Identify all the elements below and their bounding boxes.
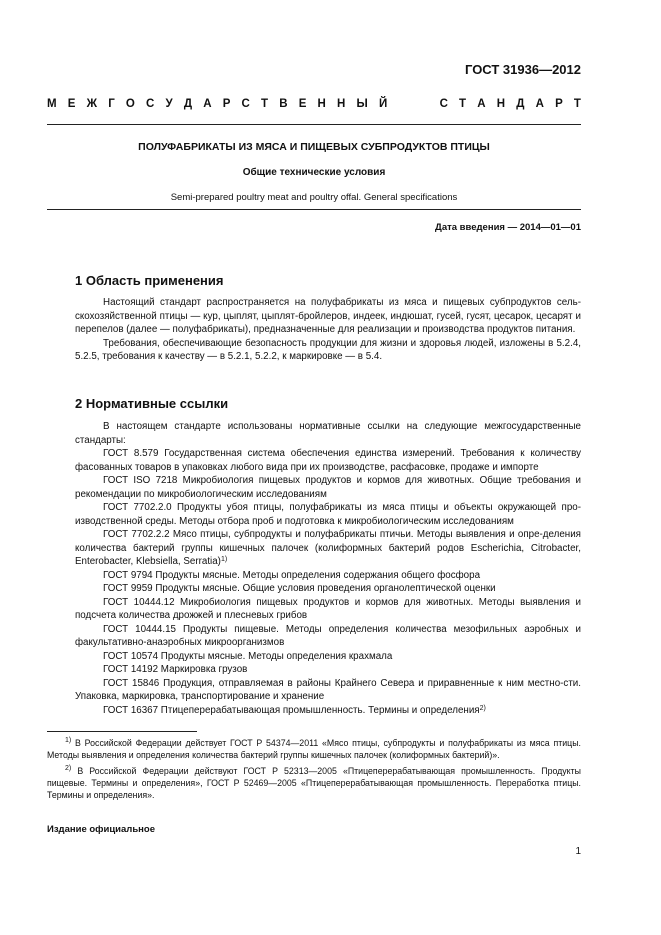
normative-reference-item — [75, 596, 581, 623]
standard-type-letter: Д — [516, 98, 525, 110]
standard-type-letter: У — [165, 98, 173, 110]
footnote-item — [47, 765, 581, 801]
section-2-body — [75, 420, 581, 717]
normative-reference-text: ГОСТ 7702.2.0 Продукты убоя птицы, полуфабрикаты из мяса птицы и объекты окружающей про-изводственной среды. Методы отбора проб и подготовка к микробиологическим исследованиям — [75, 502, 581, 527]
document-title: ПОЛУФАБРИКАТЫ ИЗ МЯСА И ПИЩЕВЫХ СУБПРОДУКТОВ ПТИЦЫ — [138, 141, 490, 153]
standard-type-letter: А — [477, 98, 486, 110]
standard-type-letter: С — [241, 98, 250, 110]
standard-type-letter: В — [279, 98, 288, 110]
normative-reference-text: ГОСТ 14192 Маркировка грузов — [103, 664, 248, 675]
footnote-text: В Российской Федерации действуют ГОСТ Р 52313—2005 «Птицеперерабатывающая промышленность. Продукты пищевые. Термины и определения», ГОСТ Р 52469—2005 «Птицеперерабатывающая промышленность. Переработка птицы. Термины и определения». — [47, 766, 581, 800]
standard-type-letter: Г — [108, 98, 115, 110]
standard-type-letter: Н — [496, 98, 506, 110]
section-1-paragraph-2-text: Требования, обеспечивающие безопасность продукции для жизни и здоровья людей, изложены в 5.2.4, 5.2.5, требования к качеству — в 5.2.1, 5.2.2, к маркировке — в 5.4. — [75, 337, 581, 362]
footnote-marker: 1) — [220, 556, 228, 563]
standard-type-gap — [398, 98, 428, 110]
section-1-paragraph-1 — [75, 296, 581, 337]
normative-reference-text: ГОСТ 16367 Птицеперерабатывающая промышленность. Термины и определения — [103, 704, 480, 716]
document-title-english: Semi-prepared poultry meat and poultry offal. General specifications — [170, 192, 458, 203]
normative-references-list — [75, 447, 581, 717]
normative-reference-item — [75, 677, 581, 704]
standard-type-letter: А — [535, 98, 544, 110]
normative-reference-text: ГОСТ 7702.2.2 Мясо птицы, субпродукты и полуфабрикаты птичьи. Методы выявления и опре-деления количества бактерий группы кишечных палочек (колиформных бактерий родов Escherichia, Citrobacter, Enterobacter, Klebsiella, Serratia) — [75, 529, 581, 567]
section-1-body — [75, 296, 581, 364]
normative-reference-item — [75, 663, 581, 677]
standard-type-letter: Ж — [86, 98, 98, 110]
section-1-heading: 1 Область применения — [75, 273, 224, 288]
normative-reference-item — [75, 623, 581, 650]
footnote-item — [47, 737, 581, 761]
standard-type-letter: Е — [67, 98, 76, 110]
normative-reference-item — [75, 582, 581, 596]
section-1-paragraph-2 — [75, 337, 581, 364]
standard-type-letter: С — [146, 98, 155, 110]
page-number: 1 — [575, 846, 581, 857]
title-divider — [47, 209, 581, 210]
standard-type-letter: Д — [183, 98, 193, 110]
publication-note: Издание официальное — [47, 824, 155, 835]
standard-type-letter: Т — [459, 98, 467, 110]
normative-reference-text: ГОСТ 9959 Продукты мясные. Общие условия проведения органолептической оценки — [103, 583, 496, 594]
standard-type-letter: Е — [298, 98, 307, 110]
standard-type-letter: Р — [555, 98, 563, 110]
standard-type-letter: М — [47, 98, 57, 110]
standard-type-letter: С — [439, 98, 448, 110]
standard-type-letter: Р — [222, 98, 231, 110]
footnotes — [47, 737, 581, 805]
normative-reference-item — [75, 501, 581, 528]
gost-number: ГОСТ 31936—2012 — [465, 62, 581, 77]
normative-reference-text: ГОСТ 8.579 Государственная система обеспечения единства измерений. Требования к количеству фасованных товаров в упаковках любого вида при их производстве, расфасовке, продаже и импорте — [75, 448, 581, 473]
normative-reference-item — [75, 650, 581, 664]
standard-type-letter: О — [125, 98, 135, 110]
section-2-intro: В настоящем стандарте использованы нормативные ссылки на следующие межгосударственные стандарты: — [75, 421, 581, 446]
normative-reference-item — [75, 704, 581, 718]
header-divider — [47, 124, 581, 125]
footnote-marker: 2) — [65, 765, 72, 772]
normative-reference-item — [75, 474, 581, 501]
normative-reference-text: ГОСТ 15846 Продукция, отправляемая в районы Крайнего Севера и приравненные к ним местно-сти. Упаковка, маркировка, транспортирование и хранение — [75, 677, 581, 702]
standard-type-heading — [47, 98, 581, 110]
standard-type-letter: Т — [261, 98, 269, 110]
normative-reference-item — [75, 569, 581, 583]
standard-type-letter: Ы — [356, 98, 368, 110]
section-1-paragraph-1-text: Настоящий стандарт распространяется на полуфабрикаты из мяса и пищевых субпродуктов сель-скохозяйственной птицы — кур, цыплят, цыплят-бройлеров, индеек, индюшат, гусей, гусят, цесарок, цесарят и перепелов (далее — полуфабрикаты), предназначенные для реализации и производства продуктов питания. — [75, 297, 581, 335]
footnote-divider — [47, 731, 197, 732]
normative-reference-item — [75, 528, 581, 569]
standard-type-letter: А — [203, 98, 212, 110]
introduction-date: Дата введения — 2014—01—01 — [435, 222, 581, 233]
normative-reference-text: ГОСТ 10444.15 Продукты пищевые. Методы определения количества мезофильных аэробных и факультативно-анаэробных микроорганизмов — [75, 623, 581, 648]
standard-type-letter: Т — [573, 98, 581, 110]
normative-reference-text: ГОСТ 9794 Продукты мясные. Методы определения содержания общего фосфора — [103, 569, 481, 581]
section-2-heading: 2 Нормативные ссылки — [75, 396, 229, 411]
normative-reference-item — [75, 447, 581, 474]
standard-type-letter: Й — [378, 98, 388, 110]
footnote-marker: 1) — [65, 737, 72, 744]
standard-type-letter: Н — [337, 98, 346, 110]
normative-reference-text: ГОСТ 10444.12 Микробиология пищевых продуктов и кормов для животных. Методы выявления и подсчета количества дрожжей и плесневых грибов — [75, 596, 581, 621]
document-subtitle: Общие технические условия — [242, 167, 386, 178]
standard-type-letter: Н — [317, 98, 326, 110]
footnote-marker: 2) — [479, 704, 486, 712]
normative-reference-text: ГОСТ ISO 7218 Микробиология пищевых продуктов и кормов для животных. Общие требования и рекомендации по микробиологическим исследованиям — [75, 475, 581, 500]
footnote-text: В Российской Федерации действует ГОСТ Р 54374—2011 «Мясо птицы, субпродукты и полуфабрикаты из мяса птицы. Методы выявления и определения количества бактерий группы кишечных палочек (колиформных бактерий)». — [47, 738, 581, 760]
normative-reference-text: ГОСТ 10574 Продукты мясные. Методы определения крахмала — [103, 650, 393, 662]
